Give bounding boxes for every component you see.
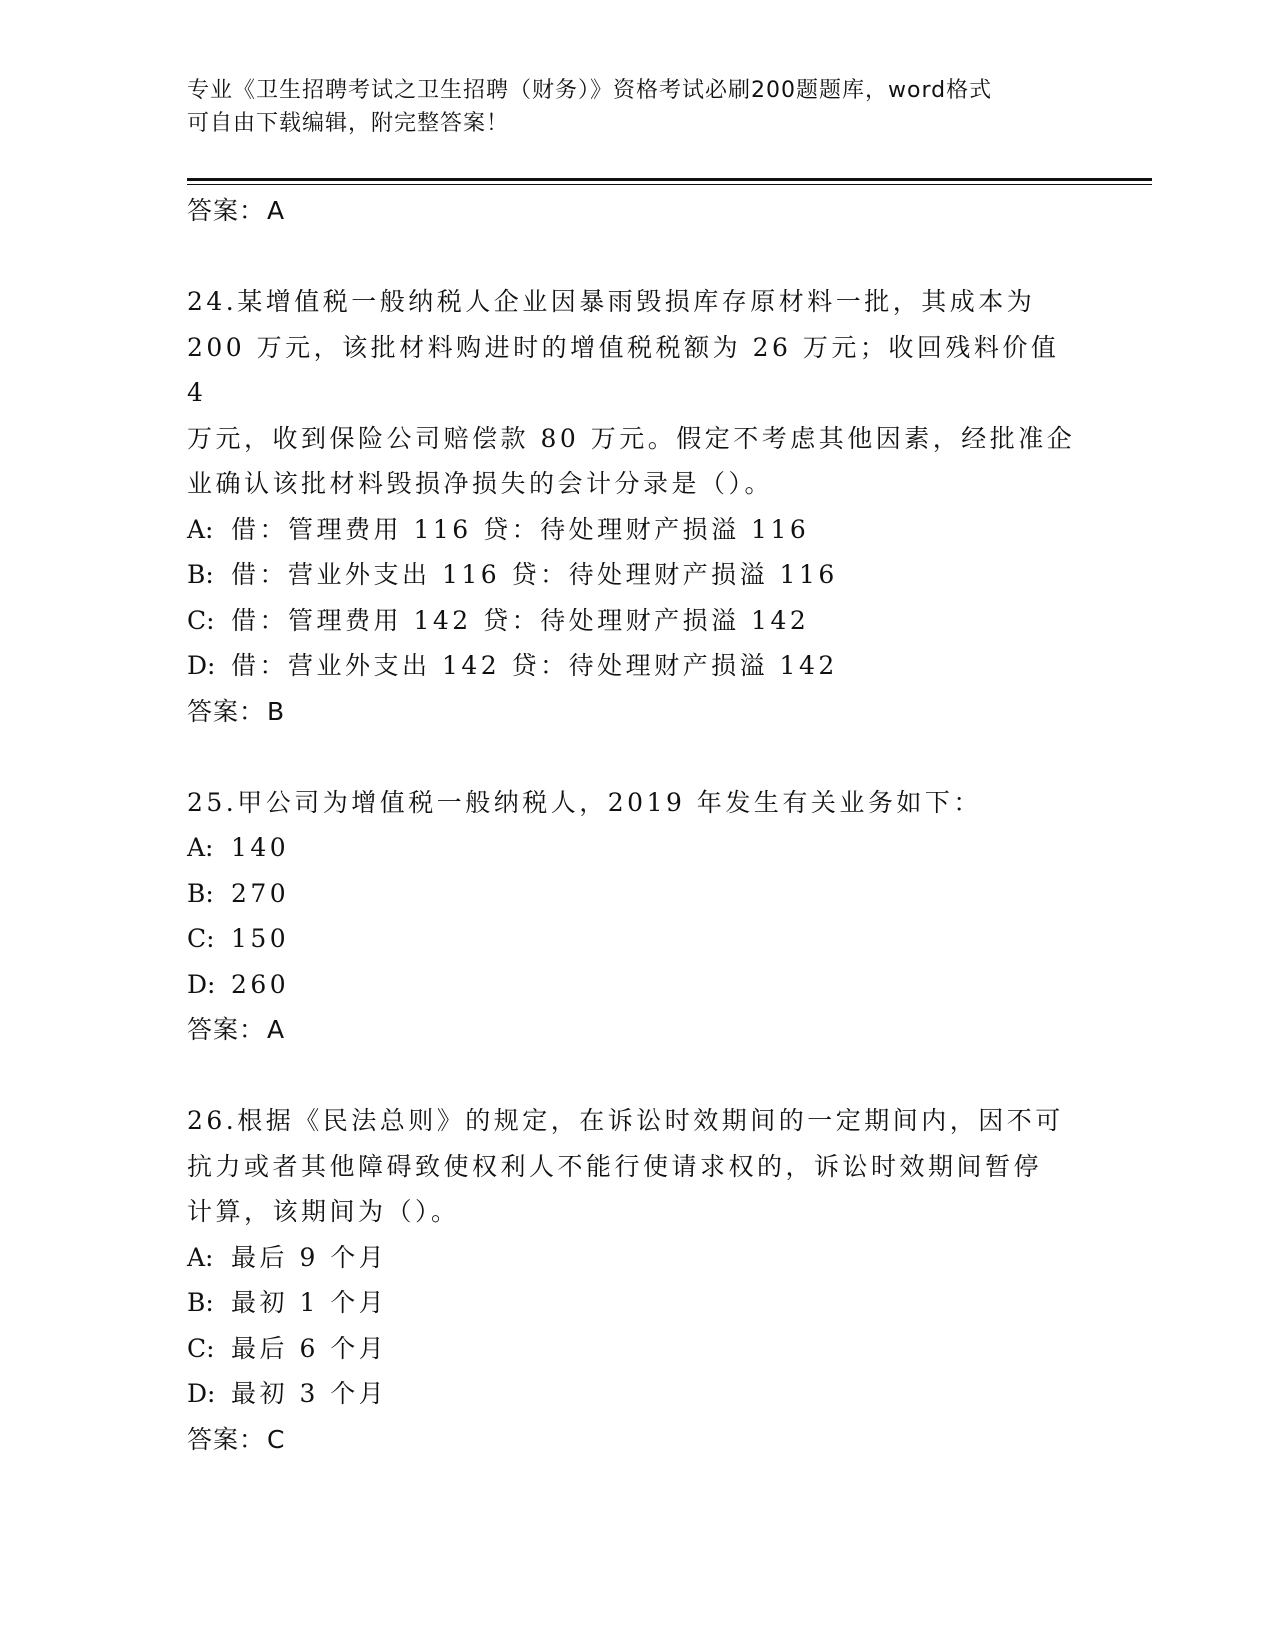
answer-line <box>187 689 1087 735</box>
question-stem-line: 26.根据《民法总则》的规定，在诉讼时效期间的一定期间内，因不可 <box>187 1106 1064 1135</box>
option-key: B: <box>187 878 214 908</box>
question-item <box>187 780 1087 1054</box>
answer-line <box>187 1007 1087 1053</box>
answer-label: 答案： <box>187 196 266 225</box>
spacer <box>187 1053 1087 1098</box>
question-list <box>187 188 1087 1463</box>
option-text: 260 <box>231 969 290 999</box>
answer-label: 答案： <box>187 696 266 726</box>
option-key: C: <box>187 1333 215 1363</box>
option-text: 140 <box>231 833 290 862</box>
answer-value: A <box>267 1015 286 1044</box>
option-key: D: <box>187 1379 216 1408</box>
option-text: 最后 6 个月 <box>231 1333 388 1363</box>
answer-value: A <box>267 196 286 225</box>
option-key: B: <box>187 1288 214 1317</box>
option-key: C: <box>187 605 215 635</box>
option-a <box>187 825 1087 871</box>
option-text: 最初 1 个月 <box>231 1288 388 1317</box>
question-stem-line: 抗力或者其他障碍致使权利人不能行使请求权的，诉讼时效期间暂停 <box>187 1151 1043 1181</box>
option-key: A: <box>187 1242 214 1272</box>
option-key: B: <box>187 560 214 589</box>
option-key: D: <box>187 651 216 680</box>
option-c <box>187 598 1087 644</box>
option-text: 270 <box>231 878 290 908</box>
header-divider-thick <box>187 178 1152 181</box>
option-a <box>187 1235 1087 1281</box>
question-stem-line: 计算，该期间为（）。 <box>187 1197 460 1226</box>
spacer <box>187 735 1087 780</box>
option-text: 150 <box>231 924 290 953</box>
answer-line <box>187 1417 1087 1463</box>
option-a <box>187 507 1087 553</box>
option-text: 借：营业外支出 142 贷：待处理财产损溢 142 <box>231 651 838 680</box>
answer-value: B <box>267 696 286 726</box>
question-stem-line: 万元，收到保险公司赔偿款 80 万元。假定不考虑其他因素，经批准企 <box>187 423 1076 453</box>
header-divider-thin <box>187 184 1152 185</box>
option-d <box>187 643 1087 689</box>
question-item <box>187 1098 1087 1463</box>
question-stem-line: 业确认该批材料毁损净损失的会计分录是（）。 <box>187 469 774 498</box>
document-header <box>187 74 1087 140</box>
question-stem-line: 25.甲公司为增值税一般纳税人，2019 年发生有关业务如下： <box>187 787 982 817</box>
option-d <box>187 1371 1087 1417</box>
option-text: 借：管理费用 116 贷：待处理财产损溢 116 <box>231 514 810 544</box>
question-item <box>187 279 1087 735</box>
header-line-2: 可自由下载编辑，附完整答案！ <box>187 111 510 136</box>
option-b <box>187 871 1087 917</box>
option-text: 借：管理费用 142 贷：待处理财产损溢 142 <box>231 605 810 635</box>
option-c <box>187 916 1087 962</box>
option-text: 最初 3 个月 <box>231 1379 388 1408</box>
option-text: 借：营业外支出 116 贷：待处理财产损溢 116 <box>231 560 838 589</box>
question-stem-line: 200 万元，该批材料购进时的增值税税额为 26 万元；收回残料价值 4 <box>187 332 1071 407</box>
spacer <box>187 234 1087 279</box>
question-stem-line: 24.某增值税一般纳税人企业因暴雨毁损库存原材料一批，其成本为 <box>187 287 1036 316</box>
option-b <box>187 1280 1087 1326</box>
option-b <box>187 552 1087 598</box>
answer-value: C <box>267 1424 286 1454</box>
option-c <box>187 1326 1087 1372</box>
option-key: A: <box>187 514 214 544</box>
answer-line <box>187 188 1087 234</box>
header-line-1: 专业《卫生招聘考试之卫生招聘（财务）》资格考试必刷200题题库，word格式 <box>187 78 993 103</box>
option-text: 最后 9 个月 <box>231 1242 388 1272</box>
option-key: D: <box>187 969 216 999</box>
option-key: C: <box>187 924 215 953</box>
option-key: A: <box>187 833 214 862</box>
option-d <box>187 962 1087 1008</box>
answer-label: 答案： <box>187 1015 266 1044</box>
answer-label: 答案： <box>187 1424 266 1454</box>
